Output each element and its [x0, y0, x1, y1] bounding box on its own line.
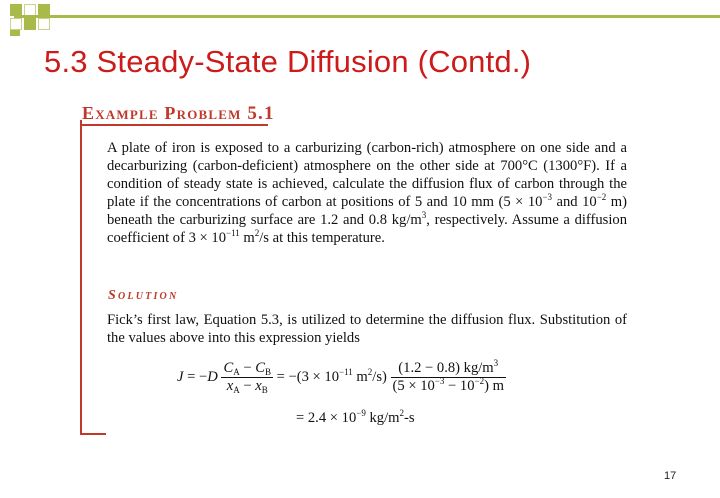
fraction-numerator: (1.2 − 0.8) $kg/m^3$ [391, 360, 506, 378]
example-heading-number: 5.1 [247, 103, 275, 124]
example-heading-label: Example Problem [82, 103, 242, 123]
equation-middle: = $-(3 \times 10^{-11}$ $m^2/s$) [276, 366, 387, 385]
equation-lhs: J = −D [177, 368, 218, 385]
solution-heading: Solution [108, 288, 179, 303]
fraction-denominator: $x_A - x_B$ [226, 378, 268, 395]
title-rule [14, 15, 720, 18]
problem-statement: A plate of iron is exposed to a carburizing (carbon-rich) atmosphere on one side and a decarburizing (carbon-deficient) atmosphere on the other side at 700°C (1300°F). If a condition of steady state is achieved, calculate the diffusion flux of carbon through the plate if the concentrations of carbon at positions of 5 and 10 mm ($5 \times 10^{-3}$ and $10^{-2}$ m) beneath the carburizing surface are 1.2 and 0.8 $kg/m^3$, respectively. Assume a diffusion coefficient of $3 \times 10^{-11}$ $m^2/s$ at this temperature. [107, 140, 628, 246]
example-heading-rule [80, 124, 268, 126]
fraction-denominator: $(5 \times 10^{-3} - 10^{-2})$ m [392, 376, 504, 394]
corner-decoration [0, 0, 720, 40]
solution-text: Fick’s first law, Equation 5.3, is utilized to determine the diffusion flux. Substitution of the values above into this expression yields [107, 312, 627, 346]
deco-square [24, 18, 36, 30]
equation-result: = $2.4 \times 10^{-9}$ $kg/m^2-s$ [296, 408, 415, 426]
fraction-numerator: $C_A - C_B$ [223, 360, 271, 377]
equation-fraction-concentration [221, 360, 273, 395]
deco-square [38, 18, 50, 30]
equation-line [177, 360, 506, 395]
deco-square [10, 30, 20, 36]
deco-square [10, 18, 22, 30]
page-number: 17 [664, 470, 677, 482]
example-heading [82, 103, 275, 125]
example-left-rule [80, 120, 82, 434]
example-bottom-rule [80, 433, 106, 435]
equation-fraction-values [391, 360, 506, 395]
slide-title: 5.3 Steady-State Diffusion (Contd.) [44, 44, 532, 79]
